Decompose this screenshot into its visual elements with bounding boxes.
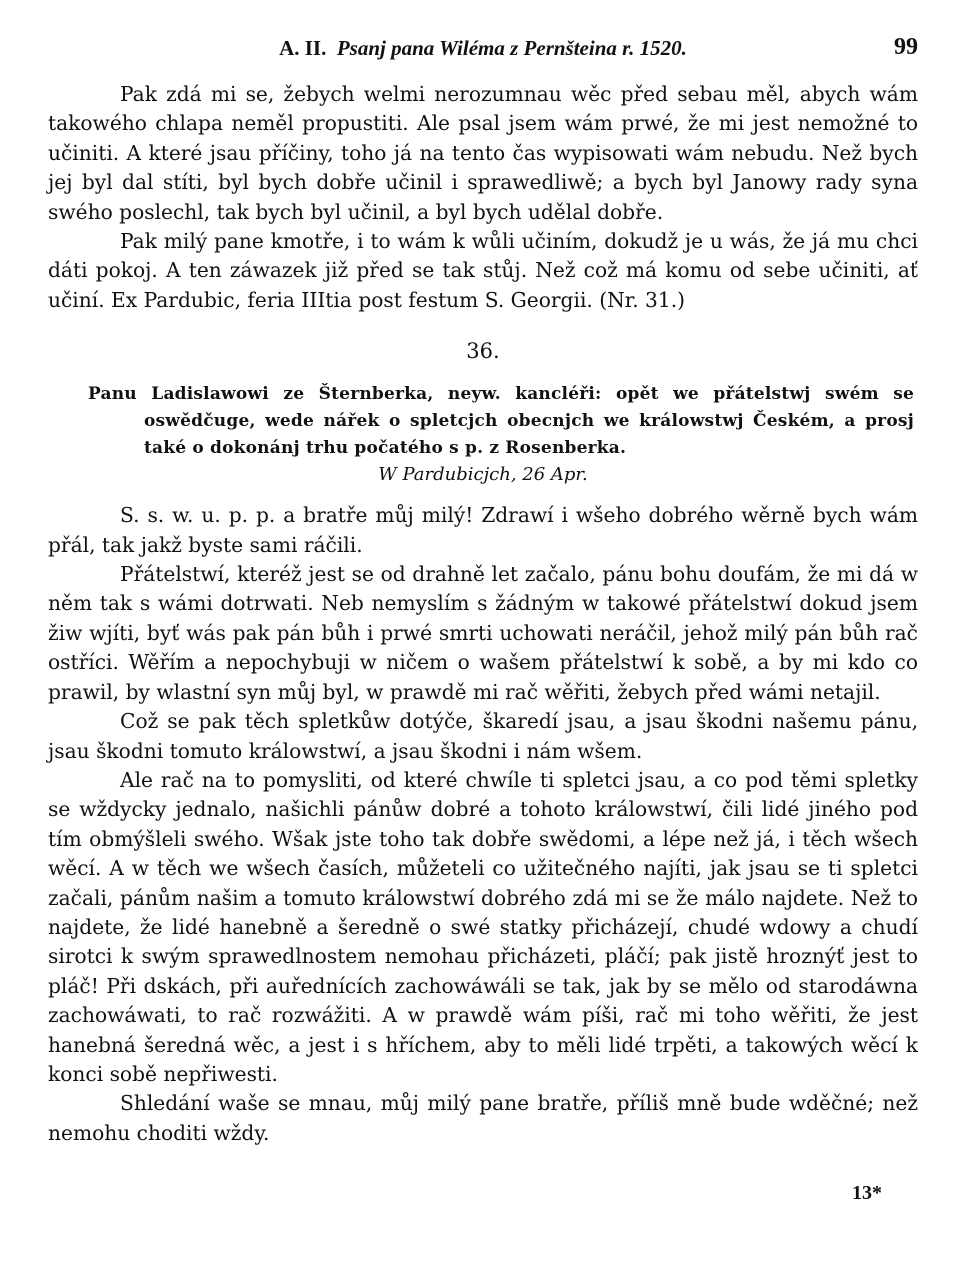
signature-mark: 13* [852, 1182, 882, 1204]
intro-text [48, 80, 918, 315]
paragraph: Pak zdá mi se, žebych welmi nerozumnau wěc před sebau měl, abych wám takowého chlapa neměl propustiti. Ale psal jsem wám prwé, že mi jest nemožné to učiniti. A které jsau příčiny, toho já na tento čas wypisowati wám nebudu. Než bych jej byl dal stíti, byl bych dobře učinil i sprawedliwě; a bych byl Janowy rady syna swého poslechl, tak bych byl učinil, a byl bych udělal dobře. [48, 82, 918, 224]
paragraph: Ale rač na to pomysliti, od které chwíle ti spletci jsau, a co pod těmi spletky se wždycky jednalo, našichli pánůw dobré a tohoto králowstwí, čili lidé jiného pod tím obmýšleli swého. Wšak jste toho tak dobře swědomi, a lépe než já, i těch wšech wěcí. A w těch we wšech časích, můžeteli co užitečného najíti, jak jsau se ti spletci začali, pánům našim a tomuto králowstwí dobrého zdá mi se že málo najdete. Než to najdete, že lidé hanebně a šeredně o swé statky přicházejí, chudé wdowy a chudí sirotci k swým sprawedlnostem nemohau přicházeti, pláčí; pak jistě hroznýť jest to pláč! Při dskách, při auřednících zachowáwáli se tak, jak by se mělo od starodáwna zachowáwati, to rač rozwážiti. A w prawdě wám píši, rač mi toho wěřiti, že jest hanebná šeredná wěc, a jest i s hříchem, aby to měli lidé trpěti, a takowých wěcí k konci sobě nepřiwesti. [48, 767, 918, 1086]
letter-number: 36. [466, 339, 500, 364]
paragraph: Což se pak těch spletkůw dotýče, škaredí jsau, a jsau škodni našemu pánu, jsau škodni tomuto králowstwí, a jsau škodni i nám wšem. [48, 709, 918, 763]
letter-regest: Panu Ladislawowi ze Šternberka, neyw. kancléři: opět we přátelstwj swém se oswědčuge, wede nářek o spletcjch obecnjch we králowstwj Českém, a prosj také o dokonánj trhu počatého s p. z Rosenberka. [88, 384, 914, 459]
letter-body [48, 501, 918, 1148]
document-page [48, 36, 918, 1148]
paragraph: Přátelstwí, kteréž jest se od drahně let začalo, pánu bohu doufám, že mi dá w něm tak s wámi dotrwati. Neb nemyslím s žádným w takowé přátelstwí dokud jsem žiw wjíti, byť wás pak pán bůh i prwé smrti uchowati neráčil, jehož milý pán bůh rač ostříci. Wěřím a nepochybuji w ničem o wašem přátelstwí k sobě, a by mi kdo co prawil, by wlastní syn můj byl, w prawdě mi rač wěřiti, žebych před wámi netajil. [48, 562, 918, 704]
paragraph: Pak milý pane kmotře, i to wám k wůli učiním, dokudž je u wás, že já mu chci dáti pokoj. A ten záwazek již před se tak stůj. Než což má komu od sebe učiniti, ať učiní. Ex Pardubic, feria IIItia post festum S. Georgii. (Nr. 31.) [48, 229, 918, 312]
letter-dateline: W Pardubicjch, 26 Apr. [378, 464, 588, 486]
running-header [48, 36, 918, 68]
paragraph: S. s. w. u. p. p. a bratře můj milý! Zdrawí i wšeho dobrého wěrně bych wám přál, tak jakž byste sami ráčili. [48, 503, 918, 557]
paragraph: Shledání waše se mnau, můj milý pane bratře, příliš mně bude wděčné; než nemohu choditi wždy. [48, 1091, 918, 1145]
section-prefix: A. II. [279, 36, 327, 60]
running-title [48, 36, 918, 61]
page-number: 99 [894, 34, 918, 60]
header-title: Psanj pana Wiléma z Pernšteina r. 1520. [336, 36, 687, 60]
